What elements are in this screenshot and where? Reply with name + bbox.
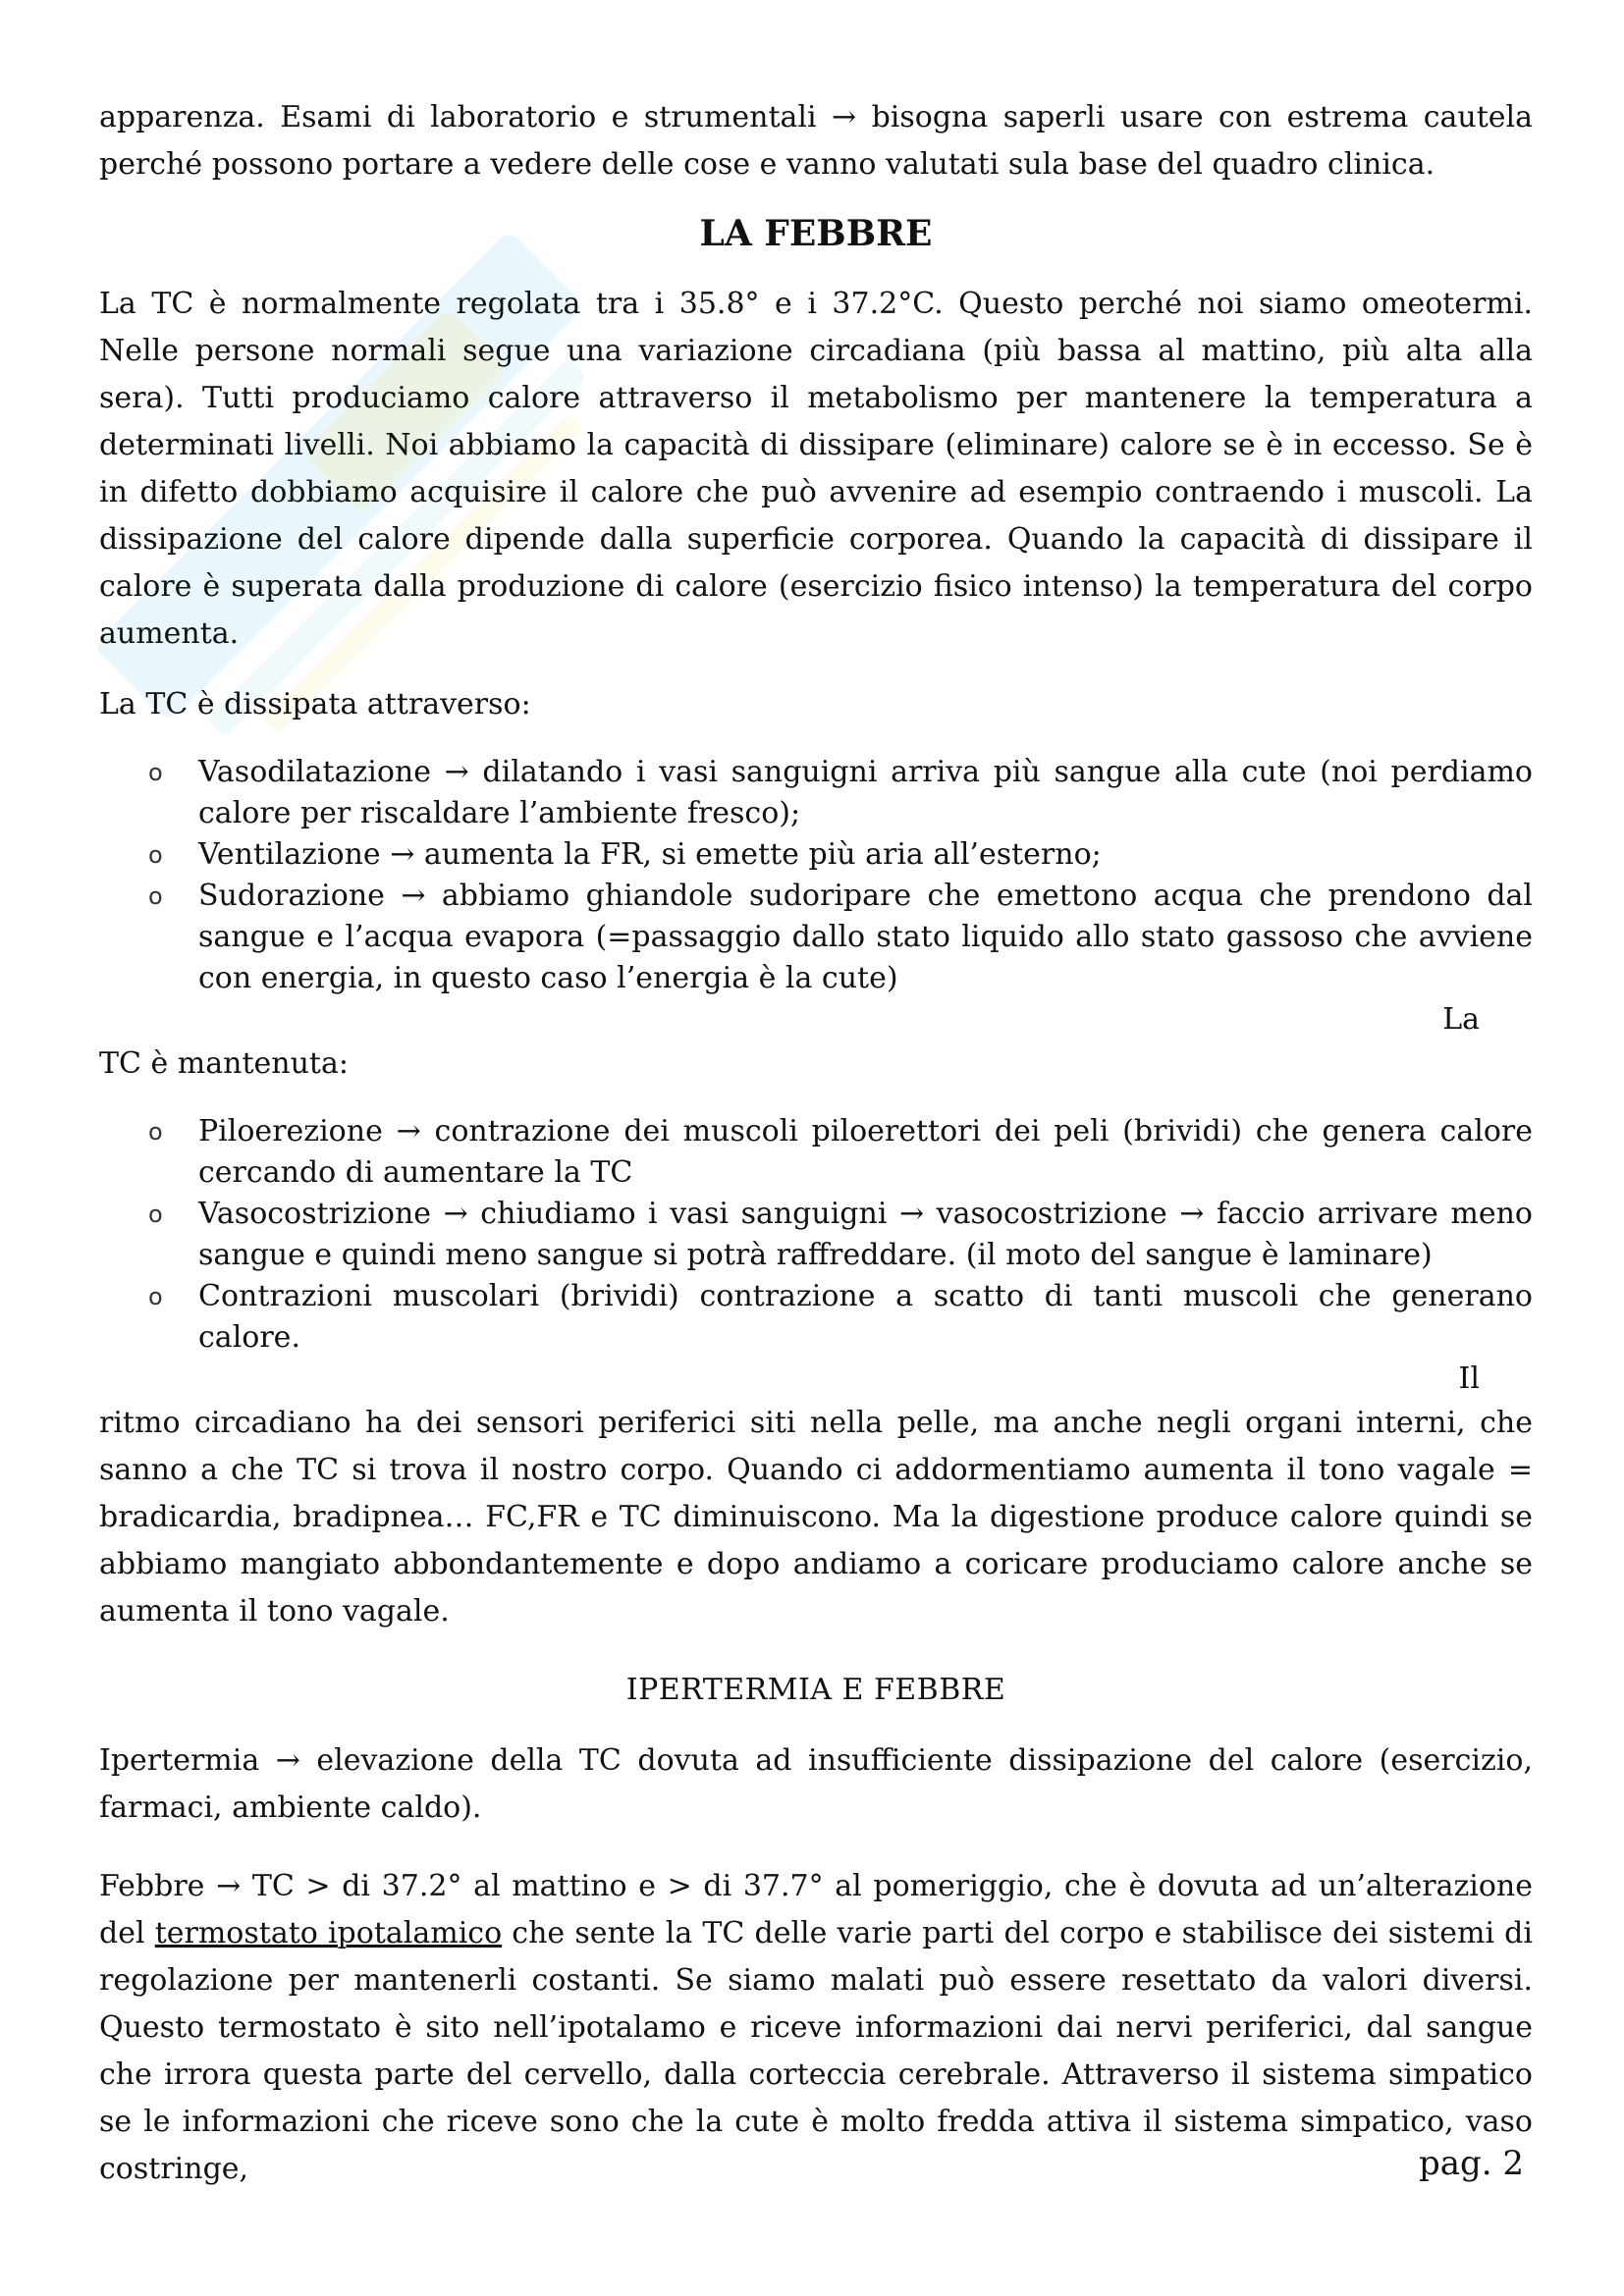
list-item [99, 1276, 1533, 1359]
list-item-text: Vasodilatazione → dilatando i vasi sanguigni arriva più sangue alla cute (noi perdiamo calore per riscaldare l’ambiente fresco); [198, 755, 1533, 830]
underlined-term-termostato: termostato ipotalamico [154, 1916, 503, 1950]
dissipation-intro: La TC è dissipata attraverso: [99, 687, 531, 721]
maintained-intro: TC è mantenuta: [99, 1046, 349, 1081]
paragraph-temperature-regulation: La TC è normalmente regolata tra i 35.8° e i 37.2°C. Questo perché noi siamo omeotermi. Nelle persone normali segue una variazione circadiana (più bassa al mattino, più alta alla sera). Tutti produciamo calore attraverso il metabolismo per mantenere la temperatura a determinati livelli. Noi abbiamo la capacità di dissipare (eliminare) calore se è in eccesso. Se è in difetto dobbiamo acquisire il calore che può avvenire ad esempio contraendo i muscoli. La dissipazione del calore dipende dalla superficie corporea. Quando la capacità di dissipare il calore è superata dalla produzione di calore (esercizio fisico intenso) la temperatura del corpo aumenta. [99, 287, 1533, 651]
bullet-circle-icon: o [148, 1283, 163, 1310]
list-item-text: Contrazioni muscolari (brividi) contrazione a scatto di tanti muscoli che generano calore. [198, 1279, 1533, 1355]
dissipation-list [99, 752, 1533, 999]
document-body [99, 94, 1533, 2193]
list-item [99, 834, 1533, 876]
stray-word-la: La [1442, 1002, 1480, 1037]
list-item [99, 876, 1533, 999]
page-number: pag. 2 [1418, 2144, 1524, 2183]
bullet-circle-icon: o [148, 1201, 163, 1228]
intro-paragraph: apparenza. Esami di laboratorio e strumentali → bisogna saperli usare con estrema cautela perché possono portare a vedere delle cose e vanno valutati sula base del quadro clinica. [99, 100, 1533, 182]
bullet-circle-icon: o [148, 882, 163, 910]
list-item-text: Piloerezione → contrazione dei muscoli piloerettori dei peli (brividi) che genera calore cercando di aumentare la TC [198, 1114, 1533, 1190]
bullet-circle-icon: o [148, 759, 163, 786]
febbre-text-start: Febbre → TC > di 37.2° al mattino e > di 37.7° al pomeriggio, che è dovuta ad un’alterazione del [99, 1869, 1533, 1950]
bullet-circle-icon: o [148, 1118, 163, 1146]
stray-word-il: Il [1458, 1362, 1480, 1396]
bullet-circle-icon: o [148, 841, 163, 869]
section-title-la-febbre: LA FEBBRE [699, 213, 933, 254]
list-item-text: Vasocostrizione → chiudiamo i vasi sanguigni → vasocostrizione → faccio arrivare meno sangue e quindi meno sangue si potrà raffreddare. (il moto del sangue è laminare) [198, 1197, 1533, 1272]
paragraph-febbre [99, 1863, 1533, 2193]
list-item [99, 752, 1533, 834]
paragraph-ipertermia: Ipertermia → elevazione della TC dovuta ad insufficiente dissipazione del calore (esercizio, farmaci, ambiente caldo). [99, 1743, 1533, 1825]
febbre-text-end: che sente la TC delle varie parti del corpo e stabilisce dei sistemi di regolazione per mantenerli costanti. Se siamo malati può essere resettato da valori diversi. Questo termostato è sito nell’ipotalamo e riceve informazioni dai nervi periferici, dal sangue che irrora questa parte del cervello, dalla corteccia cerebrale. Attraverso il sistema simpatico se le informazioni che riceve sono che la cute è molto fredda attiva il sistema simpatico, vaso costringe, [99, 1916, 1533, 2186]
maintained-list [99, 1111, 1533, 1359]
list-item-text: Sudorazione → abbiamo ghiandole sudoripare che emettono acqua che prendono dal sangue e l’acqua evapora (=passaggio dallo stato liquido allo stato gassoso che avviene con energia, in questo caso l’energia è la cute) [198, 879, 1533, 995]
paragraph-circadian-rhythm: ritmo circadiano ha dei sensori periferici siti nella pelle, ma anche negli organi interni, che sanno a che TC si trova il nostro corpo. Quando ci addormentiamo aumenta il tono vagale = bradicardia, bradipnea… FC,FR e TC diminuiscono. Ma la digestione produce calore quindi se abbiamo mangiato abbondantemente e dopo andiamo a coricare produciamo calore anche se aumenta il tono vagale. [99, 1406, 1533, 1629]
list-item [99, 1111, 1533, 1194]
list-item-text: Ventilazione → aumenta la FR, si emette più aria all’esterno; [198, 837, 1102, 872]
list-item [99, 1194, 1533, 1276]
section-title-ipertermia-e-febbre: IPERTERMIA E FEBBRE [625, 1673, 1006, 1707]
